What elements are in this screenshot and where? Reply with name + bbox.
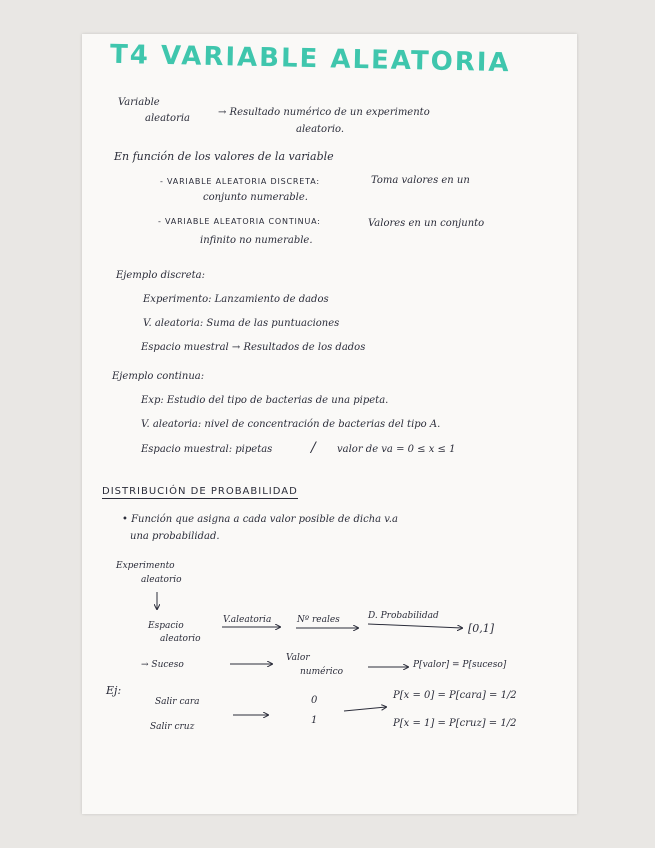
diagram-p-cara: P[x = 0] = P[cara] = 1/2: [393, 690, 517, 701]
continuous-text-line1: Valores en un conjunto: [368, 218, 485, 229]
diagram-space-line1: Espacio: [148, 621, 184, 631]
example-discrete-line2: V. aleatoria: Suma de las puntuaciones: [143, 318, 340, 329]
diagram-suceso: → Suceso: [141, 660, 184, 670]
continuous-label: - VARIABLE ALEATORIA CONTINUA:: [158, 217, 321, 226]
diagram-space-line2: aleatorio: [160, 634, 201, 644]
definition-text-line2: aleatorio.: [296, 124, 345, 135]
example-discrete-line1: Experimento: Lanzamiento de dados: [143, 294, 329, 305]
page-title: T4 VARIABLE ALEATORIA: [109, 39, 511, 79]
diagram-cruz: Salir cruz: [150, 722, 195, 732]
value-arrow: [344, 707, 386, 711]
diagram-valor-line1: Valor: [286, 653, 310, 663]
prob-arrow: [368, 624, 462, 628]
distribution-bullet-line1: • Función que asigna a cada valor posible de dicha v.a: [122, 514, 398, 525]
example-discrete-heading: Ejemplo discreta:: [116, 270, 205, 281]
example-discrete-line3: Espacio muestral → Resultados de los dados: [141, 342, 366, 353]
discrete-label: - VARIABLE ALEATORIA DISCRETA:: [160, 177, 320, 186]
example-continuous-line3b: valor de va = 0 ≤ x ≤ 1: [337, 444, 456, 455]
example-continuous-heading: Ejemplo continua:: [112, 371, 205, 382]
diagram-va-label: V.aleatoria: [223, 615, 272, 625]
discrete-text-line1: Toma valores en un: [371, 175, 470, 186]
diagram-ej-label: Ej:: [106, 684, 122, 697]
definition-term-line1: Variable: [118, 97, 160, 108]
definition-term-line2: aleatoria: [145, 113, 191, 124]
discrete-text-line2: conjunto numerable.: [203, 192, 308, 203]
continuous-text-line2: infinito no numerable.: [200, 235, 313, 246]
example-continuous-line1: Exp: Estudio del tipo de bacterias de una pipeta.: [141, 395, 389, 406]
diagram-prob-label: D. Probabilidad: [368, 611, 439, 621]
diagram-one: 1: [311, 715, 318, 726]
example-continuous-separator: /: [311, 440, 316, 456]
distribution-heading: DISTRIBUCIÓN DE PROBABILIDAD: [102, 486, 298, 497]
diagram-p-equation: P[valor] = P[suceso]: [413, 660, 507, 670]
diagram-reals-label: Nº reales: [297, 615, 340, 625]
definition-text-line1: → Resultado numérico de un experimento: [218, 107, 430, 118]
diagram-zero: 0: [311, 695, 318, 706]
diagram-cara: Salir cara: [155, 697, 200, 707]
diagram-experiment-line1: Experimento: [116, 561, 175, 571]
diagram-experiment-line2: aleatorio: [141, 575, 182, 585]
distribution-bullet-line2: una probabilidad.: [130, 531, 220, 542]
example-continuous-line3a: Espacio muestral: pipetas: [141, 444, 273, 455]
diagram-valor-line2: numérico: [300, 667, 344, 677]
example-continuous-line2: V. aleatoria: nivel de concentración de bacterias del tipo A.: [141, 419, 441, 430]
diagram-interval: [0,1]: [468, 622, 495, 635]
diagram-p-cruz: P[x = 1] = P[cruz] = 1/2: [393, 718, 517, 729]
types-intro: En función de los valores de la variable: [114, 150, 334, 163]
